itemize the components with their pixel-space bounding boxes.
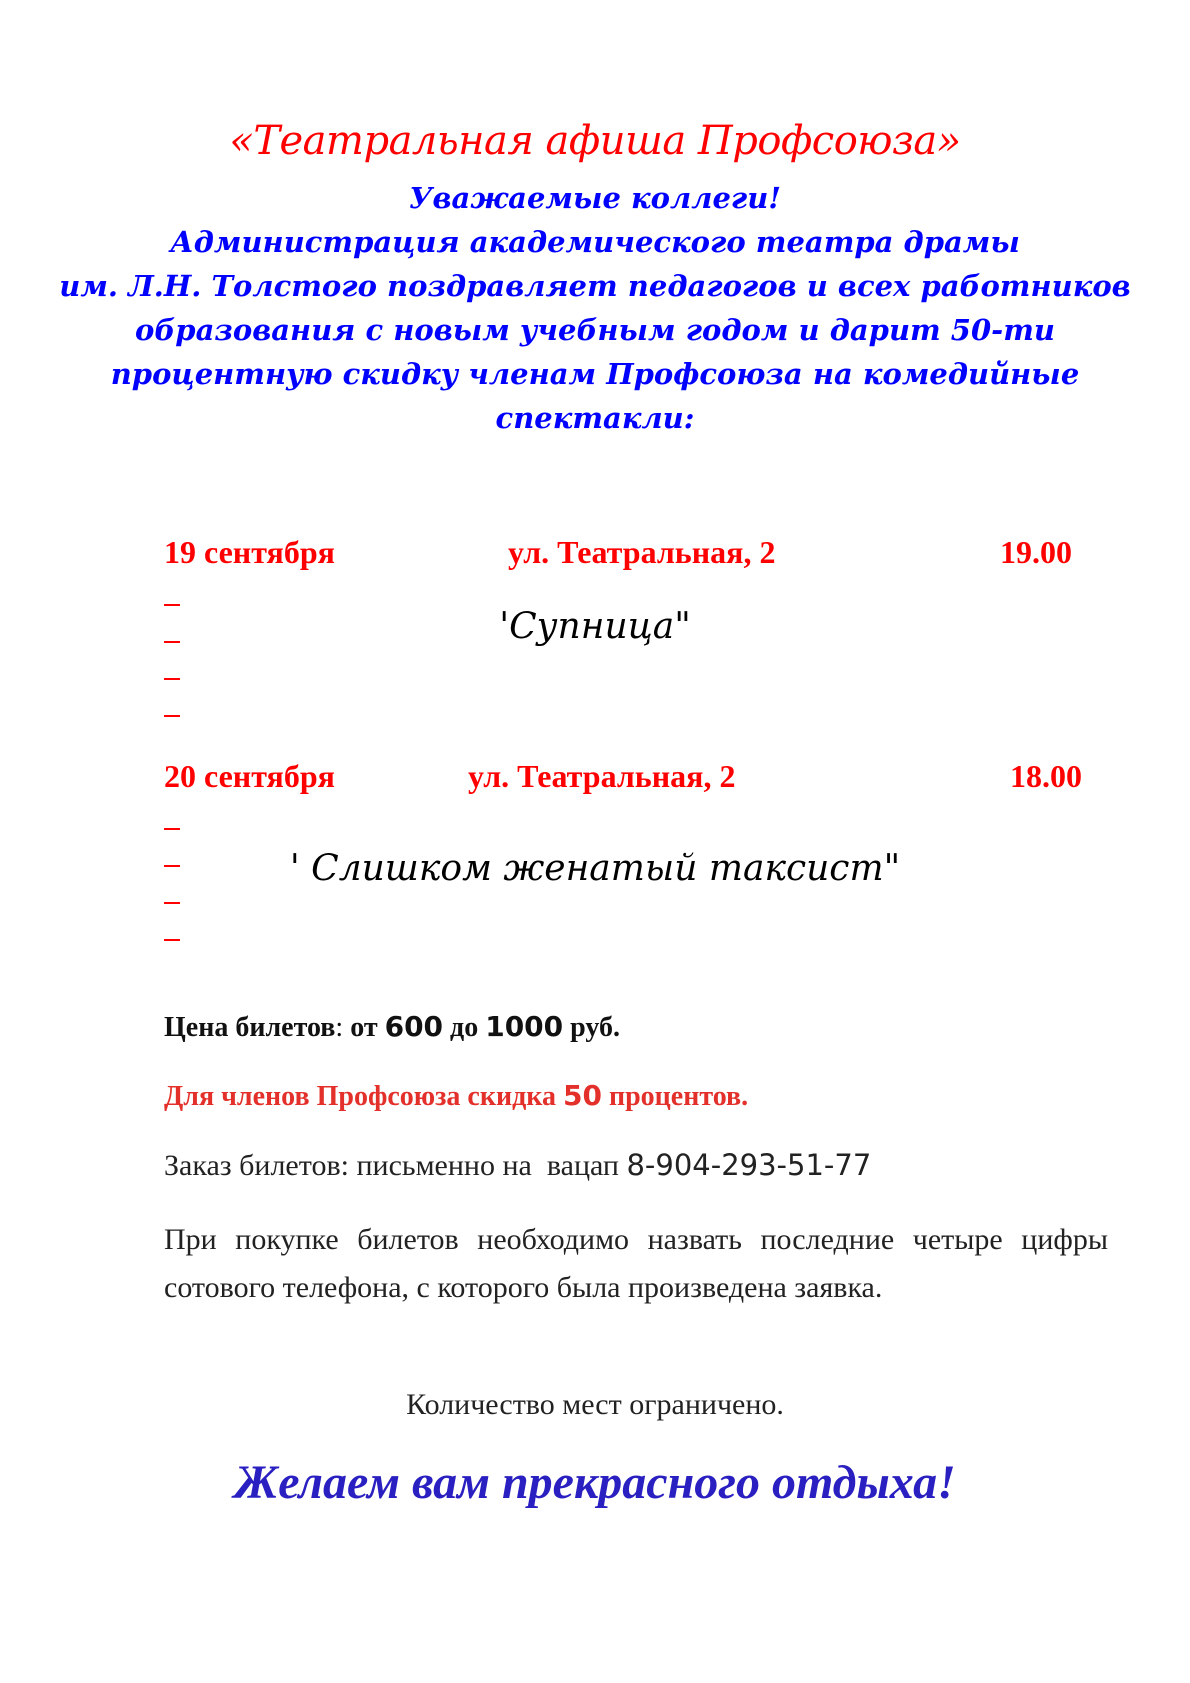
discount-text: Для членов Профсоюза скидка — [164, 1081, 563, 1112]
purchase-note: При покупке билетов необходимо назвать последние четыре цифры сотового телефона, с которого была произведена заявка. — [164, 1223, 1108, 1304]
poster-title: «Театральная афиша Профсоюза» — [229, 118, 961, 164]
event-row — [164, 534, 1098, 578]
price-currency: руб. — [563, 1012, 620, 1043]
event-address: ул. Театральная, 2 — [468, 758, 736, 794]
price-label: Цена билетов — [164, 1012, 336, 1043]
intro-line: им. Л.Н. Толстого поздравляет педагогов и всех работников — [59, 269, 1131, 303]
price-max: 1000 — [485, 1010, 564, 1043]
event-row — [164, 758, 1108, 802]
ticket-price — [164, 1010, 620, 1044]
price-from: от — [343, 1012, 385, 1043]
intro-text — [0, 176, 1190, 440]
intro-line: спектакли: — [495, 401, 695, 435]
intro-line: образования с новым учебным годом и дарит 50-ти — [135, 313, 1055, 347]
discount-suffix: процентов. — [601, 1081, 749, 1112]
event-address: ул. Театральная, 2 — [508, 534, 776, 570]
event-date: 19 сентября — [164, 534, 335, 570]
intro-line: процентную скидку членам Профсоюза на комедийные — [110, 357, 1080, 391]
limited-seats: Количество мест ограничено. — [406, 1388, 784, 1421]
closing-wish: Желаем вам прекрасного отдыха! — [234, 1456, 956, 1509]
member-discount — [164, 1079, 748, 1113]
price-separator: : — [335, 1012, 344, 1043]
order-label: Заказ билетов — [164, 1149, 341, 1182]
order-phone: 8-904-293-51-77 — [626, 1148, 872, 1182]
event-date: 20 сентября — [164, 758, 335, 794]
play-title: ' Слишком женатый таксист" — [289, 848, 901, 889]
event-time: 19.00 — [1000, 534, 1072, 570]
event-time: 18.00 — [1010, 758, 1082, 794]
play-title: 'Супница" — [499, 606, 691, 647]
order-separator: : — [340, 1149, 349, 1182]
intro-line: Уважаемые коллеги! — [408, 181, 782, 215]
order-text: письменно на вацап — [348, 1149, 627, 1182]
intro-line: Администрация академического театра драмы — [170, 225, 1020, 259]
ticket-order — [164, 1148, 871, 1183]
discount-value: 50 — [562, 1079, 602, 1112]
price-min: 600 — [384, 1010, 444, 1043]
price-to: до — [443, 1012, 486, 1043]
